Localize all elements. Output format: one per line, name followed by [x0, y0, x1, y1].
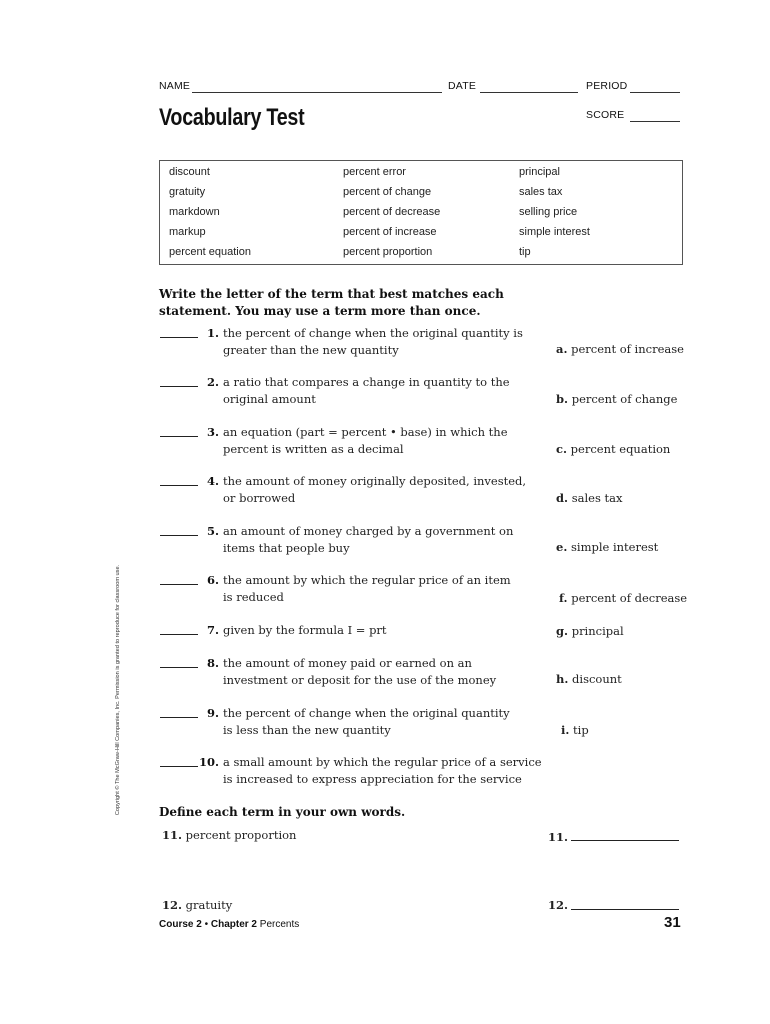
question-text	[223, 705, 543, 739]
answer-blank[interactable]	[160, 485, 198, 486]
question-line: items that people buy	[223, 541, 350, 555]
question-number: 9.	[207, 706, 220, 720]
define-answer-blank[interactable]	[571, 909, 679, 910]
question-line: the percent of change when the original quantity	[223, 706, 510, 720]
question-line: the amount by which the regular price of an item	[223, 573, 511, 587]
instructions-line1: Write the letter of the term that best matches each	[159, 287, 504, 301]
choice-letter: e.	[556, 540, 568, 554]
choice-term: percent equation	[570, 442, 671, 456]
page-number: 31	[664, 914, 681, 931]
question-number: 3.	[207, 425, 220, 439]
name-blank[interactable]	[192, 92, 442, 93]
answer-choice	[556, 442, 670, 456]
question-text	[223, 473, 543, 507]
answer-blank[interactable]	[160, 436, 198, 437]
question-text	[223, 325, 543, 359]
answer-choice	[556, 624, 624, 638]
question-line: is less than the new quantity	[223, 723, 391, 737]
question-line: the amount of money originally deposited, invested,	[223, 474, 527, 488]
vocab-term: discount	[169, 166, 210, 178]
question-line: or borrowed	[223, 491, 296, 505]
answer-blank[interactable]	[160, 717, 198, 718]
define-answer-number	[548, 898, 568, 912]
question-number: 6.	[207, 573, 220, 587]
define-answer-label: 11.	[548, 830, 569, 844]
choice-letter: d.	[556, 491, 569, 505]
period-label: PERIOD	[586, 80, 628, 92]
vocab-term: simple interest	[519, 226, 590, 238]
question-number: 4.	[207, 474, 220, 488]
vocab-term: percent of decrease	[343, 206, 441, 218]
question-number: 7.	[207, 623, 220, 637]
instructions-line2: statement. You may use a term more than once.	[159, 304, 481, 318]
question-text	[223, 523, 543, 557]
vocab-term: percent of increase	[343, 226, 437, 238]
question-text	[223, 622, 543, 639]
course-label: Course 2	[159, 919, 202, 930]
answer-blank[interactable]	[160, 337, 198, 338]
choice-term: percent of increase	[571, 342, 684, 356]
question-text	[223, 655, 543, 689]
define-term: percent proportion	[185, 828, 297, 842]
period-blank[interactable]	[630, 92, 680, 93]
vocab-term: percent equation	[169, 246, 251, 258]
footer-bullet: •	[204, 919, 209, 930]
question-line: an amount of money charged by a government on	[223, 524, 514, 538]
choice-term: percent of decrease	[571, 591, 688, 605]
vocab-term: gratuity	[169, 186, 206, 198]
define-number: 12.	[162, 898, 183, 912]
question-line: given by the formula I = prt	[223, 623, 387, 637]
question-number: 8.	[207, 656, 220, 670]
question-text	[223, 374, 543, 408]
score-blank[interactable]	[630, 121, 680, 122]
answer-choice	[556, 392, 677, 406]
copyright-notice: Copyright © The McGraw-Hill Companies, Inc. Permission is granted to reproduce for classroom use.	[115, 564, 121, 816]
name-label: NAME	[159, 80, 191, 92]
footer-course	[159, 919, 299, 930]
answer-choice	[556, 672, 622, 686]
define-heading: Define each term in your own words.	[159, 805, 406, 819]
answer-choice	[556, 342, 684, 356]
chapter-label: Chapter 2	[210, 919, 257, 930]
answer-blank[interactable]	[160, 584, 198, 585]
answer-choice	[556, 491, 622, 505]
choice-term: percent of change	[571, 392, 678, 406]
vocab-term: percent error	[343, 166, 406, 178]
vocab-term: selling price	[519, 206, 578, 218]
page-title: Vocabulary Test	[159, 104, 305, 131]
date-blank[interactable]	[480, 92, 578, 93]
choice-term: discount	[572, 672, 622, 686]
question-text	[223, 572, 543, 606]
choice-term: principal	[571, 624, 624, 638]
choice-term: simple interest	[570, 540, 659, 554]
answer-choice	[561, 723, 589, 737]
choice-letter: a.	[556, 342, 568, 356]
vocab-term: markdown	[169, 206, 220, 218]
vocabulary-box	[159, 160, 683, 265]
answer-choice	[556, 540, 658, 554]
define-term: gratuity	[185, 898, 233, 912]
question-text	[223, 424, 543, 458]
question-line: investment or deposit for the use of the money	[223, 673, 497, 687]
topic-label: Percents	[259, 919, 300, 930]
question-line: a ratio that compares a change in quantity to the	[223, 375, 510, 389]
question-line: percent is written as a decimal	[223, 442, 404, 456]
vocab-term: principal	[519, 166, 560, 178]
define-answer-blank[interactable]	[571, 840, 679, 841]
question-number: 10.	[199, 755, 220, 769]
answer-blank[interactable]	[160, 386, 198, 387]
answer-choice	[559, 591, 687, 605]
question-line: greater than the new quantity	[223, 343, 399, 357]
question-text	[223, 754, 553, 788]
question-number: 2.	[207, 375, 220, 389]
question-line: the amount of money paid or earned on an	[223, 656, 472, 670]
choice-letter: b.	[556, 392, 569, 406]
date-label: DATE	[448, 80, 477, 92]
choice-letter: f.	[559, 591, 568, 605]
choice-term: sales tax	[571, 491, 623, 505]
define-item	[162, 828, 296, 842]
question-line: a small amount by which the regular price of a service	[223, 755, 542, 769]
score-label: SCORE	[586, 109, 625, 121]
answer-blank[interactable]	[160, 535, 198, 536]
vocab-term: sales tax	[519, 186, 563, 198]
answer-blank[interactable]	[160, 634, 198, 635]
question-line: the percent of change when the original quantity is	[223, 326, 523, 340]
define-answer-label: 12.	[548, 898, 569, 912]
question-line: an equation (part = percent • base) in which the	[223, 425, 508, 439]
choice-letter: c.	[556, 442, 568, 456]
question-line: is increased to express appreciation for the service	[223, 772, 522, 786]
choice-letter: g.	[556, 624, 569, 638]
define-answer-number	[548, 830, 568, 844]
define-item	[162, 898, 232, 912]
question-line: original amount	[223, 392, 316, 406]
vocab-term: percent proportion	[343, 246, 433, 258]
choice-letter: h.	[556, 672, 569, 686]
choice-letter: i.	[561, 723, 570, 737]
define-number: 11.	[162, 828, 183, 842]
vocab-term: tip	[519, 246, 531, 258]
vocab-term: percent of change	[343, 186, 432, 198]
vocab-term: markup	[169, 226, 206, 238]
answer-blank[interactable]	[160, 766, 198, 767]
answer-blank[interactable]	[160, 667, 198, 668]
question-line: is reduced	[223, 590, 284, 604]
question-number: 5.	[207, 524, 220, 538]
question-number: 1.	[207, 326, 220, 340]
choice-term: tip	[573, 723, 589, 737]
